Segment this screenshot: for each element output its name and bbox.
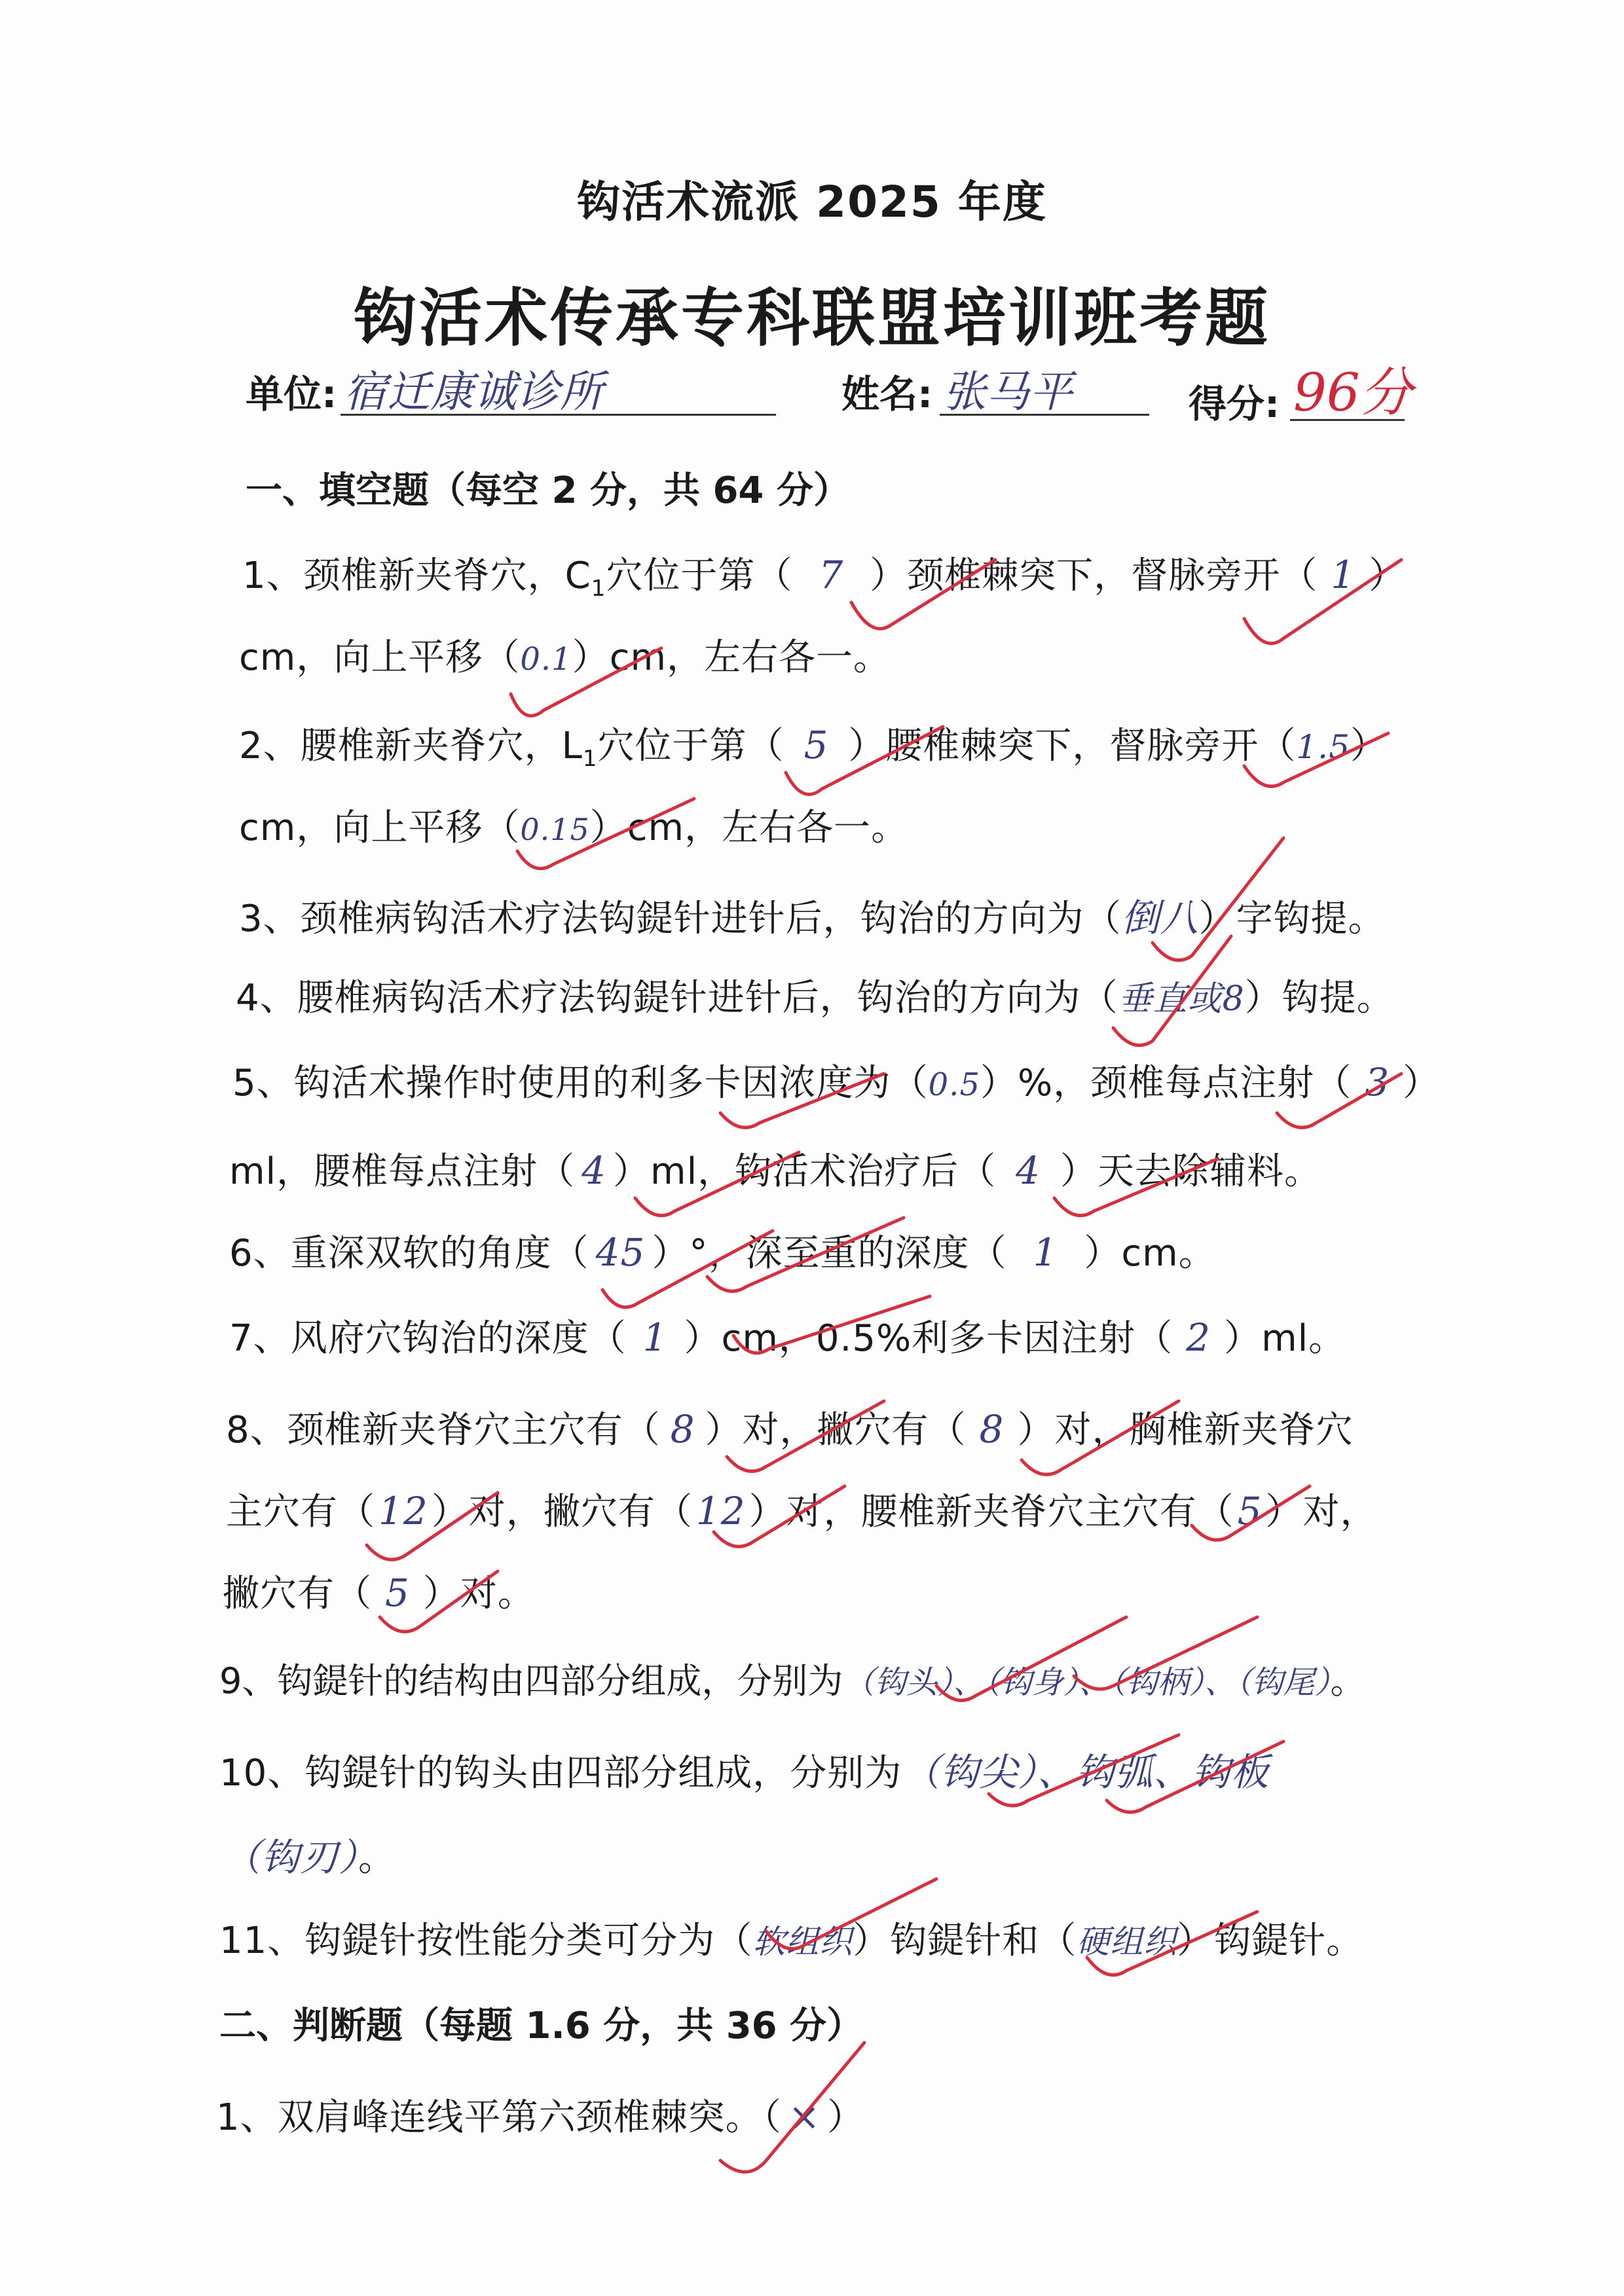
q5-answer1: 0.5 [928,1066,980,1103]
q8-line3 [223,1565,535,1617]
q7-text-b: ）cm，0.5%利多卡因注射（ [684,1317,1173,1360]
q10-text-a: 10、钩鍉针的钩头由四部分组成，分别为 [219,1752,902,1795]
q1-text-d: ） [1369,555,1407,597]
q11-text-c: ）钩鍉针。 [1177,1920,1364,1962]
q4-text-b: ）钩提。 [1244,977,1394,1019]
score-value: 96分 [1293,362,1412,423]
q7-answer1: 1 [642,1315,668,1360]
q9-text-b: 。 [1330,1660,1366,1702]
q2-line1 [239,717,1388,772]
q5-line1 [232,1054,1440,1106]
q9-answer: （钩头）、（钩身）、（钩柄）、（钩尾） [843,1664,1331,1701]
q7-line [229,1309,1346,1362]
q1-answer3: 0.1 [520,641,572,678]
exam-title: 钩活术传承专科联盟培训班考题 [354,282,1270,355]
q10-line1 [219,1741,1269,1796]
q3-text-a: 3、颈椎病钩活术疗法钩鍉针进针后，钩治的方向为（ [239,898,1122,940]
name-label: 姓名: [841,372,933,416]
q8-text-line2a: 主穴有（ [226,1491,375,1533]
q5-line2 [229,1142,1321,1195]
q4-answer: 垂直或8 [1118,979,1245,1019]
q8-line1 [226,1401,1353,1453]
q8-answer5: 5 [1237,1489,1263,1533]
q8-text-b: ）对，撇穴有（ [705,1409,967,1451]
q1-text-c: ）颈椎棘突下，督脉旁开（ [870,555,1318,597]
q6-line [229,1224,1216,1277]
name-underline [940,414,1149,416]
q5-answer3: 4 [581,1148,607,1193]
q2-text-line2b: ）cm，左右各一。 [589,807,909,849]
unit-value: 宿迁康诚诊所 [344,367,603,417]
q6-text-b: ）°，深至重的深度（ [652,1232,1007,1275]
score-label: 得分: [1189,382,1280,426]
q5-text-a: 5、钩活术操作时使用的利多卡因浓度为（ [232,1062,929,1104]
q11-answer1: 软组织 [752,1923,853,1961]
q8-answer6: 5 [385,1571,410,1615]
q8-answer3: 12 [378,1489,428,1533]
q7-text-c: ）ml。 [1224,1317,1346,1360]
q1-sub: 1 [591,575,606,602]
q2-line2 [239,799,908,851]
q3-text-b: ）字钩提。 [1198,898,1386,940]
q2-text-b: 穴位于第（ [597,725,784,767]
q2-text-d: ） [1350,725,1388,767]
unit-underline [341,414,776,416]
q5-text-line2b: ）ml，钩活术治疗后（ [613,1150,997,1193]
judge-q1-text-a: 1、双肩峰连线平第六颈椎棘突。（ [216,2096,782,2139]
q10-text-b: 。 [358,1837,396,1880]
q6-text-a: 6、重深双软的角度（ [229,1232,589,1275]
q2-answer2: 1.5 [1296,728,1350,766]
q8-text-line2d: ）对， [1265,1491,1378,1533]
q1-answer2: 1 [1331,553,1356,597]
q9-line [219,1653,1365,1704]
q8-answer4: 12 [695,1489,746,1533]
q8-text-a: 8、颈椎新夹脊穴主穴有（ [226,1409,661,1451]
q8-answer1: 8 [670,1407,695,1451]
q10-answer2: （钩刃） [223,1835,359,1880]
q3-line [239,887,1386,942]
q6-answer1: 45 [595,1230,646,1275]
q1-text-line2a: cm，向上平移（ [239,636,521,679]
judge-q1-text-b: ） [827,2096,865,2139]
q8-text-line2c: ）对，腰椎新夹脊穴主穴有（ [748,1491,1234,1533]
q3-answer: 倒八 [1121,896,1199,940]
q9-text-a: 9、钩鍉针的结构由四部分组成，分别为 [219,1660,843,1702]
q11-answer2: 硬组织 [1077,1923,1177,1961]
q8-text-line2b: ）对，撇穴有（ [431,1491,693,1533]
judge-q1-answer: × [788,2094,821,2139]
q6-text-c: ）cm。 [1084,1232,1216,1275]
q1-line1 [242,547,1406,602]
q1-text-b: 穴位于第（ [606,555,793,597]
name-value: 张马平 [943,367,1073,417]
exam-subtitle: 钩活术流派 2025 年度 [577,177,1047,227]
q11-line [219,1912,1363,1964]
q5-answer2: 3 [1365,1060,1390,1104]
q1-answer1: 7 [819,553,844,597]
q5-answer4: 4 [1016,1148,1041,1193]
q6-answer2: 1 [1033,1230,1058,1275]
unit-label: 单位: [246,372,337,416]
section2-title: 二、判断题（每题 1.6 分，共 36 分） [219,2005,864,2047]
q8-line2 [226,1483,1378,1535]
q10-line2 [223,1827,396,1882]
section1-title: 一、填空题（每空 2 分，共 64 分） [246,469,850,512]
q8-text-line3a: 撇穴有（ [223,1573,372,1615]
q4-text-a: 4、腰椎病钩活术疗法钩鍉针进针后，钩治的方向为（ [236,977,1118,1019]
q5-text-b: ）%，颈椎每点注射（ [980,1062,1352,1104]
q7-answer2: 2 [1186,1315,1211,1360]
q1-line2 [239,629,891,681]
q8-answer2: 8 [979,1407,1005,1451]
q8-text-line3b: ）对。 [422,1573,535,1615]
q10-answer1: （钩尖）、钩弧、钩板 [902,1750,1270,1795]
q7-text-a: 7、风府穴钩治的深度（ [229,1317,627,1360]
q5-text-line2a: ml，腰椎每点注射（ [229,1150,576,1193]
score-underline [1290,419,1405,421]
q2-answer1: 5 [803,723,829,767]
q2-text-a: 2、腰椎新夹脊穴，L [239,725,583,767]
q11-text-b: ）钩鍉针和（ [853,1920,1077,1962]
q2-sub: 1 [582,746,598,773]
q5-text-c: ） [1403,1062,1441,1104]
q1-text-a: 1、颈椎新夹脊穴，C [242,555,591,597]
q5-text-line2c: ）天去除辅料。 [1060,1150,1322,1193]
q4-line [236,969,1394,1021]
q2-text-line2a: cm，向上平移（ [239,807,521,849]
q2-text-c: ）腰椎棘突下，督脉旁开（ [848,725,1297,767]
q1-text-line2b: ）cm，左右各一。 [572,636,891,679]
q11-text-a: 11、钩鍉针按性能分类可分为（ [219,1920,753,1962]
judge-q1-line [216,2088,864,2141]
q2-answer3: 0.15 [520,812,590,847]
q8-text-c: ）对，胸椎新夹脊穴 [1017,1409,1354,1451]
